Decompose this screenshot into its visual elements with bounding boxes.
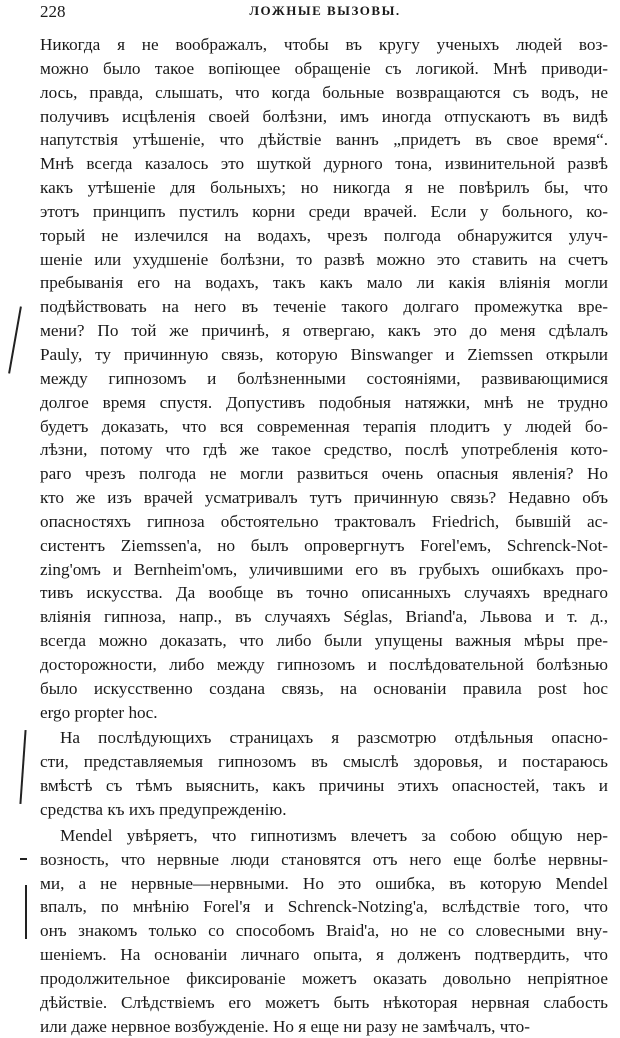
text-line: или даже нервное возбужденіе. Но я еще ни разу не замѣчалъ, что- — [40, 1016, 530, 1036]
paragraph — [40, 33, 608, 724]
text-line: досторожности, либо между гипнозомъ и послѣдовательной болѣзнью — [40, 654, 608, 674]
text-line: онъ знакомъ только со способомъ Braid'а, но не со словесными вну- — [40, 921, 608, 941]
text-line: кто же изъ врачей усматривалъ тутъ причинную связь? Недавно объ — [40, 488, 608, 508]
margin-pencil-mark — [19, 730, 26, 804]
text-line: напутствія утѣшеніе, что дѣйствіе ваннъ „придетъ въ свое время“. — [40, 130, 608, 150]
text-line: лѣзни, потому что гдѣ же такое средство, послѣ употребленія кото- — [40, 440, 608, 460]
text-line: долгое время спустя. Допустивъ подобныя натяжки, мнѣ не трудно — [40, 392, 608, 412]
text-line: будетъ доказать, что вся современная терапія плодитъ у людей бо- — [40, 416, 608, 436]
text-line: опасностяхъ гипноза обстоятельно трактовалъ Friedrich, бывшій ас- — [40, 511, 608, 531]
margin-pencil-mark — [20, 858, 27, 860]
text-line: было искусственно создана связь, на основаніи правила post hoc — [40, 678, 608, 698]
paragraph — [40, 726, 608, 821]
text-line: Мнѣ всегда казалось это шуткой дурного тона, извинительной развѣ — [40, 154, 608, 174]
text-line: между гипнозомъ и болѣзненными состояніями, развивающимися — [40, 368, 608, 388]
margin-pencil-mark — [8, 306, 22, 373]
text-line: средства къ ихъ предупрежденію. — [40, 800, 287, 819]
text-line: получивъ исцѣленія своей болѣзни, имъ иногда отпускаютъ въ видѣ — [40, 106, 608, 126]
text-line: ми, а не нервные—нервными. Но это ошибка, въ которую Mendel — [40, 873, 608, 893]
text-line: Mendel увѣряетъ, что гипнотизмъ влечетъ за собою общую нер- — [60, 825, 608, 845]
page-body — [40, 33, 608, 1038]
text-line: дѣйствіе. Слѣдствіемъ его можетъ быть нѣкоторая нервная слабость — [40, 992, 608, 1012]
text-line: мени? По той же причинѣ, я отвергаю, какъ это до меня сдѣлалъ — [40, 321, 608, 341]
text-line: тивъ искусства. Да вообще въ точно описанныхъ случаяхъ вреднаго — [40, 583, 608, 603]
text-line: Pauly, ту причинную связь, которую Binswanger и Ziemssen открыли — [40, 344, 608, 364]
text-line: лось, правда, слышать, что когда больные возвращаются съ водъ, не — [40, 82, 608, 102]
text-line: сти, представляемыя гипнозомъ въ смыслѣ здоровья, и постараюсь — [40, 752, 608, 772]
text-line: какъ утѣшеніе для больныхъ; но никогда я не повѣрилъ бы, что — [40, 178, 608, 198]
text-line: zing'омъ и Bernheim'омъ, уличившими его въ грубыхъ ошибкахъ про- — [40, 559, 608, 579]
text-line: шеніемъ. На основаніи личнаго опыта, я долженъ подтвердить, что — [40, 945, 608, 965]
text-line: Никогда я не воображалъ, чтобы въ кругу ученыхъ людей воз- — [40, 35, 608, 54]
text-line: торый не излечился на водахъ, чрезъ полгода обнаружится улуч- — [40, 225, 608, 245]
text-line: шеніе или ухудшеніе болѣзни, то развѣ можно это ставить на счетъ — [40, 249, 608, 269]
text-line: ergo propter hoc. — [40, 702, 158, 722]
margin-pencil-mark — [25, 885, 27, 939]
text-line: систентъ Ziemssen'а, но былъ опровергнутъ Forel'емъ, Schrenck-Not- — [40, 535, 608, 555]
running-title: ЛОЖНЫЕ ВЫЗОВЫ. — [249, 3, 401, 18]
text-line: можно было такое вопіющее обращеніе съ логикой. Мнѣ приводи- — [40, 58, 608, 78]
text-line: пребыванія его на водахъ, такъ какъ мало ли какія вліянія могли — [40, 273, 608, 293]
text-line: возность, что нервные люди становятся отъ него еще болѣе нервны- — [40, 849, 608, 869]
paragraph — [40, 824, 608, 1038]
text-line: вліянія гипноза, напр., въ случаяхъ Séglas, Briand'а, Львова и т. д., — [40, 607, 608, 627]
text-line: продолжительное фиксированіе можетъ оказать довольно непріятное — [40, 968, 608, 988]
text-line: впалъ, по мнѣнію Forel'я и Schrenck-Notzing'а, вслѣдствіе того, что — [40, 897, 608, 917]
text-line: подѣйствовать на него въ теченіе такого долгаго промежутка вре- — [40, 297, 608, 317]
page-header — [40, 2, 610, 24]
text-line: раго чрезъ полгода не могли развиться очень опасныя явленія? Но — [40, 464, 608, 484]
text-line: На послѣдующихъ страницахъ я разсмотрю отдѣльныя опасно- — [60, 728, 608, 748]
text-line: этотъ принципъ пустилъ корни среди врачей. Если у больного, ко- — [40, 201, 608, 221]
text-line: всегда можно доказать, что либо были упущены важныя мѣры пре- — [40, 631, 608, 651]
text-line: вмѣстѣ съ тѣмъ выяснить, какъ причины этихъ опасностей, такъ и — [40, 776, 608, 796]
page-number: 228 — [40, 2, 66, 21]
